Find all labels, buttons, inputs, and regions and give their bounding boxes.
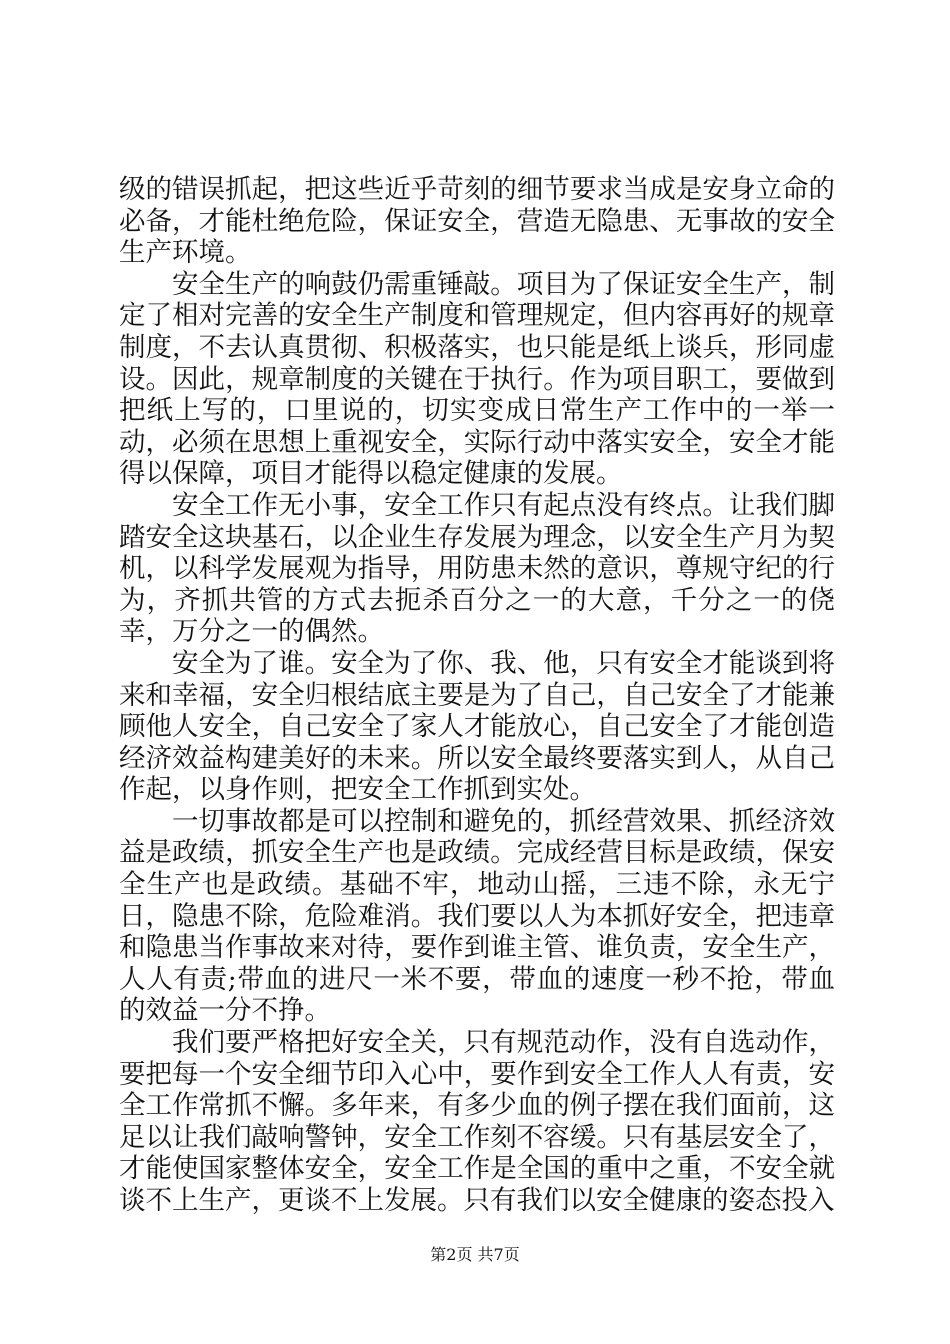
- page-number-footer: 第2页 共7页: [430, 1245, 520, 1264]
- paragraph-5: 一切事故都是可以控制和避免的，抓经营效果、抓经济效益是政绩，抓安全生产也是政绩。完成经营目标是政绩，保安全生产也是政绩。基础不牢，地动山摇，三违不除，永无宁日，隐患不除，危险难消。我们要以人为本抓好安全，把违章和隐患当作事故来对待，要作到谁主管、谁负责，安全生产，人人有责;带血的进尺一米不要，带血的速度一秒不抢，带血的效益一分不挣。: [119, 805, 835, 1027]
- paragraph-3: 安全工作无小事，安全工作只有起点没有终点。让我们脚踏安全这块基石，以企业生存发展为理念，以安全生产月为契机，以科学发展观为指导，用防患未然的意识，尊规守纪的行为，齐抓共管的方式去扼杀百分之一的大意，千分之一的侥幸，万分之一的偶然。: [119, 489, 835, 648]
- paragraph-1: 级的错误抓起，把这些近乎苛刻的细节要求当成是安身立命的必备，才能杜绝危险，保证安全，营造无隐患、无事故的安全生产环境。: [119, 174, 835, 269]
- paragraph-2: 安全生产的响鼓仍需重锤敲。项目为了保证安全生产，制定了相对完善的安全生产制度和管理规定，但内容再好的规章制度，不去认真贯彻、积极落实，也只能是纸上谈兵，形同虚设。因此，规章制度的关键在于执行。作为项目职工，要做到把纸上写的，口里说的，切实变成日常生产工作中的一举一动，必须在思想上重视安全，实际行动中落实安全，安全才能得以保障，项目才能得以稳定健康的发展。: [119, 268, 835, 490]
- document-body: [119, 174, 835, 1217]
- paragraph-6: 我们要严格把好安全关，只有规范动作，没有自选动作，要把每一个安全细节印入心中，要作到安全工作人人有责，安全工作常抓不懈。多年来，有多少血的例子摆在我们面前，这足以让我们敲响警钟，安全工作刻不容缓。只有基层安全了，才能使国家整体安全，安全工作是全国的重中之重，不安全就谈不上生产，更谈不上发展。只有我们以安全健康的姿态投入: [119, 1027, 835, 1216]
- paragraph-4: 安全为了谁。安全为了你、我、他，只有安全才能谈到将来和幸福，安全归根结底主要是为了自己，自己安全了才能兼顾他人安全，自己安全了家人才能放心，自己安全了才能创造经济效益构建美好的未来。所以安全最终要落实到人，从自己作起，以身作则，把安全工作抓到实处。: [119, 647, 835, 806]
